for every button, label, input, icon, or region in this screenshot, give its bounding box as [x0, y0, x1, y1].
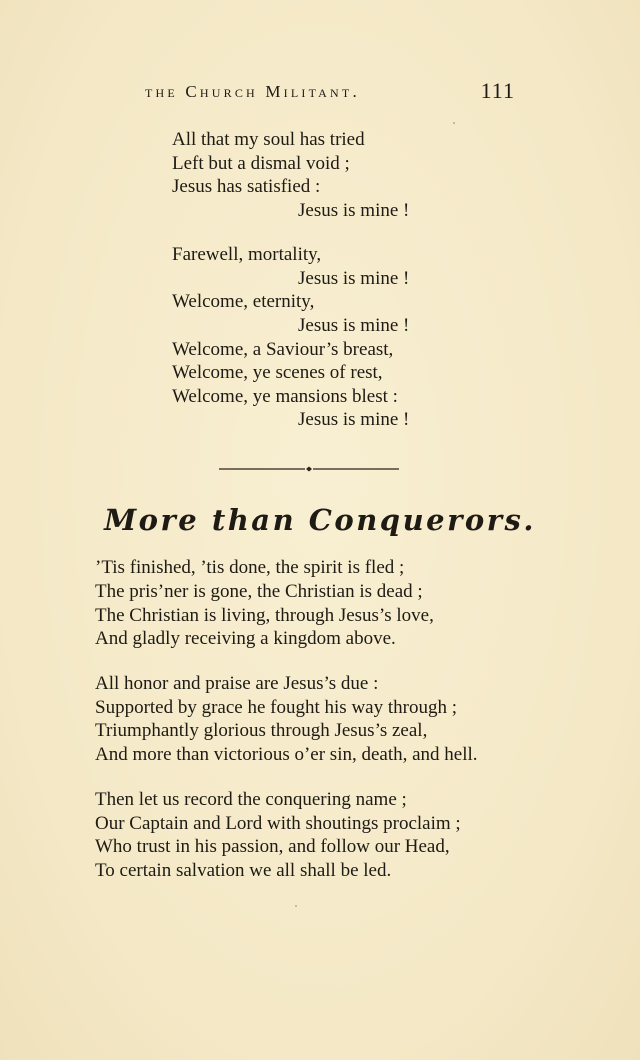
poem-refrain: Jesus is mine !	[298, 268, 410, 289]
running-title: the Church Militant.	[145, 82, 360, 101]
poem-line: Welcome, eternity,	[172, 291, 315, 312]
hymn-line: To certain salvation we all shall be led.	[95, 860, 392, 881]
hymn-line: Our Captain and Lord with shoutings proclaim ;	[95, 813, 461, 834]
hymn-line: And more than victorious o’er sin, death, and hell.	[95, 744, 478, 765]
hymn-line: ’Tis finished, ’tis done, the spirit is fled ;	[95, 557, 405, 578]
poem-line: Left but a dismal void ;	[172, 153, 350, 174]
hymn-line: The Christian is living, through Jesus’s love,	[95, 605, 434, 626]
hymn-line: Who trust in his passion, and follow our Head,	[95, 836, 450, 857]
hymn-line: All honor and praise are Jesus’s due :	[95, 673, 379, 694]
ornamental-divider	[219, 466, 399, 472]
poem-line: Welcome, ye mansions blest :	[172, 386, 398, 407]
paper-speck	[295, 905, 297, 907]
hymn-line: Supported by grace he fought his way through ;	[95, 697, 457, 718]
section-title: More than Conquerors.	[104, 503, 536, 537]
hymn-line: And gladly receiving a kingdom above.	[95, 628, 396, 649]
poem-line: Jesus has satisfied :	[172, 176, 321, 197]
poem-refrain: Jesus is mine !	[298, 200, 410, 221]
page-number: 111	[480, 78, 515, 103]
hymn-line: Triumphantly glorious through Jesus’s zeal,	[95, 720, 428, 741]
hymn-line: Then let us record the conquering name ;	[95, 789, 407, 810]
poem-refrain: Jesus is mine !	[298, 409, 410, 430]
hymn-line: The pris’ner is gone, the Christian is dead ;	[95, 581, 423, 602]
poem-line: Farewell, mortality,	[172, 244, 322, 265]
paper-speck	[453, 122, 455, 124]
running-head	[145, 78, 515, 108]
poem-line: Welcome, a Saviour’s breast,	[172, 339, 394, 360]
poem-refrain: Jesus is mine !	[298, 315, 410, 336]
poem-line: All that my soul has tried	[172, 129, 365, 150]
poem-line: Welcome, ye scenes of rest,	[172, 362, 383, 383]
